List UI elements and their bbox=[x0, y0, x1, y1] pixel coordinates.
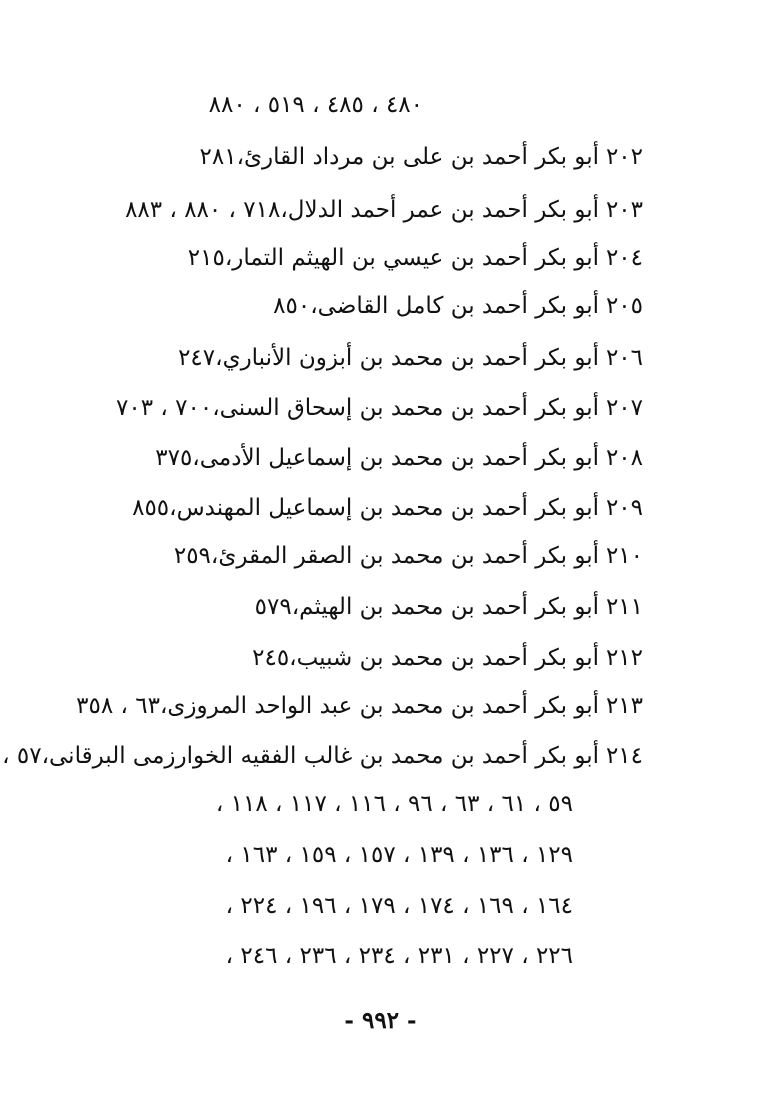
index-entry-212 bbox=[123, 643, 643, 673]
index-entry-213 bbox=[76, 691, 643, 721]
entry-text: أبو بكر أحمد بن محمد بن إسماعيل الأدمى،٣٧٥ bbox=[155, 445, 599, 471]
entry-text: أبو بكر أحمد بن عمر أحمد الدلال،٧١٨ ، ٨٨٠ ، ٨٨٣ bbox=[125, 197, 599, 223]
index-entry-206 bbox=[123, 343, 643, 373]
entry-number: ٢١٣ bbox=[605, 693, 643, 719]
entry-text: أبو بكر أحمد بن محمد بن شبيب،٢٤٥ bbox=[252, 645, 599, 671]
top-continuation-line: ٤٨٠ ، ٤٨٥ ، ٥١٩ ، ٨٨٠ bbox=[208, 92, 423, 118]
entry-number: ٢١٤ bbox=[605, 743, 643, 769]
index-entry-208 bbox=[123, 443, 643, 473]
entry-number: ٢٠٩ bbox=[605, 495, 643, 521]
entry-number: ٢٠٧ bbox=[605, 395, 643, 421]
entry-text: أبو بكر أحمد بن عيسي بن الهيثم التمار،٢١٥ bbox=[187, 245, 599, 271]
entry-text: أبو بكر أحمد بن على بن مرداد القارئ،٢٨١ bbox=[199, 144, 599, 170]
entry-number: ٢١١ bbox=[605, 594, 643, 620]
index-entry-202 bbox=[123, 142, 643, 172]
entry-text: أبو بكر أحمد بن محمد بن غالب الفقيه الخوارزمى البرقانى،٥٧ ، bbox=[2, 743, 599, 769]
entry-number: ٢١٢ bbox=[605, 645, 643, 671]
entry-text: أبو بكر أحمد بن محمد بن إسحاق السنى،٧٠٠ ، ٧٠٣ bbox=[116, 395, 599, 421]
continuation-line: ١٢٩ ، ١٣٦ ، ١٣٩ ، ١٥٧ ، ١٥٩ ، ١٦٣ ، bbox=[225, 842, 573, 868]
index-entry-205 bbox=[123, 291, 643, 321]
continuation-line: ٢٢٦ ، ٢٢٧ ، ٢٣١ ، ٢٣٤ ، ٢٣٦ ، ٢٤٦ ، bbox=[225, 943, 573, 969]
entry-text: أبو بكر أحمد بن محمد بن أبزون الأنباري،٢٤٧ bbox=[178, 345, 599, 371]
index-entry-204 bbox=[123, 243, 643, 273]
index-entry-209 bbox=[123, 493, 643, 523]
entry-text: أبو بكر أحمد بن كامل القاضى،٨٥٠ bbox=[273, 293, 599, 319]
entry-text: أبو بكر أحمد بن محمد بن عبد الواحد المروزى،٦٣ ، ٣٥٨ bbox=[76, 693, 599, 719]
entry-number: ٢٠٣ bbox=[605, 197, 643, 223]
entry-text: أبو بكر أحمد بن محمد بن الهيثم،٥٧٩ bbox=[254, 594, 599, 620]
entry-number: ٢٠٥ bbox=[605, 293, 643, 319]
index-entry-211 bbox=[123, 592, 643, 622]
entry-number: ٢٠٨ bbox=[605, 445, 643, 471]
continuation-line: ٥٩ ، ٦١ ، ٦٣ ، ٩٦ ، ١١٦ ، ١١٧ ، ١١٨ ، bbox=[215, 791, 573, 817]
entry-number: ٢٠٦ bbox=[605, 345, 643, 371]
entry-number: ٢٠٤ bbox=[605, 245, 643, 271]
continuation-line: ١٦٤ ، ١٦٩ ، ١٧٤ ، ١٧٩ ، ١٩٦ ، ٢٢٤ ، bbox=[225, 893, 573, 919]
index-entry-203 bbox=[123, 195, 643, 225]
index-entry-207 bbox=[116, 393, 643, 423]
entry-text: أبو بكر أحمد بن محمد بن إسماعيل المهندس،٨٥٥ bbox=[132, 495, 599, 521]
index-entry-210 bbox=[123, 541, 643, 571]
entry-number: ٢٠٢ bbox=[605, 144, 643, 170]
index-entry-214 bbox=[2, 741, 643, 771]
entry-number: ٢١٠ bbox=[605, 543, 643, 569]
entry-text: أبو بكر أحمد بن محمد بن الصقر المقرئ،٢٥٩ bbox=[173, 543, 599, 569]
page-number: - ٩٩٢ - bbox=[344, 1007, 417, 1034]
